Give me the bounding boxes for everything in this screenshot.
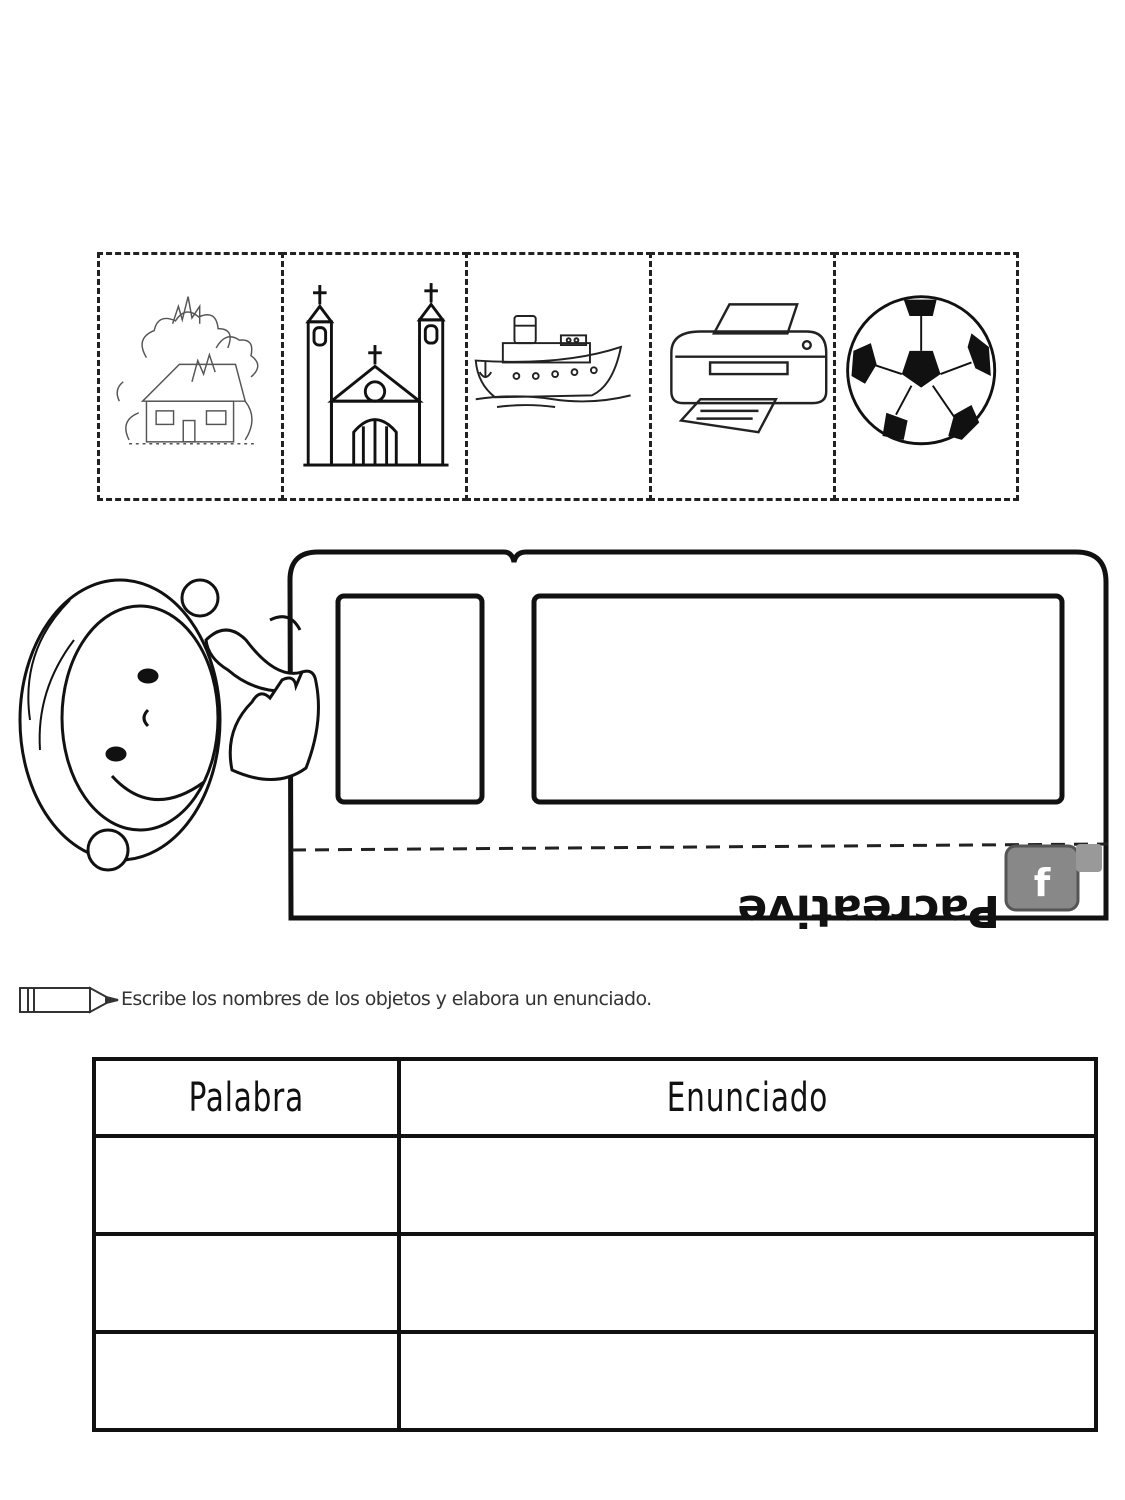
picture-box [338, 596, 482, 802]
word-cell[interactable] [94, 1234, 399, 1332]
table-row [94, 1234, 1096, 1332]
cut-card-church[interactable] [281, 252, 468, 501]
header-palabra: Palabra [94, 1059, 399, 1136]
answer-table [92, 1057, 1098, 1432]
table-row [94, 1136, 1096, 1234]
table-header-row [94, 1059, 1096, 1136]
cut-out-strip [97, 252, 1019, 501]
sentence-cell[interactable] [399, 1234, 1096, 1332]
church-icon [284, 255, 465, 498]
ship-icon [468, 255, 649, 498]
instruction-text: Escribe los nombres de los objetos y elabora un enunciado. [121, 988, 652, 1010]
cut-card-soccer-ball[interactable] [833, 252, 1019, 501]
header-enunciado: Enunciado [399, 1059, 1096, 1136]
pencil-icon [18, 984, 122, 1016]
printer-icon [652, 255, 833, 498]
watermark-text: Pacreative [737, 885, 1000, 936]
word-cell[interactable] [94, 1332, 399, 1430]
word-cell[interactable] [94, 1136, 399, 1234]
cut-card-ship[interactable] [465, 252, 652, 501]
name-frame-illustration [0, 540, 1125, 940]
svg-text:f: f [1033, 861, 1051, 905]
girl-character [20, 580, 318, 870]
instruction-line [18, 982, 918, 1018]
sentence-cell[interactable] [399, 1136, 1096, 1234]
burning-house-icon [100, 255, 281, 498]
table-row [94, 1332, 1096, 1430]
writing-box [534, 596, 1062, 802]
soccer-ball-icon [836, 255, 1016, 498]
cut-card-burning-house[interactable] [97, 252, 284, 501]
cut-card-printer[interactable] [649, 252, 836, 501]
sentence-cell[interactable] [399, 1332, 1096, 1430]
